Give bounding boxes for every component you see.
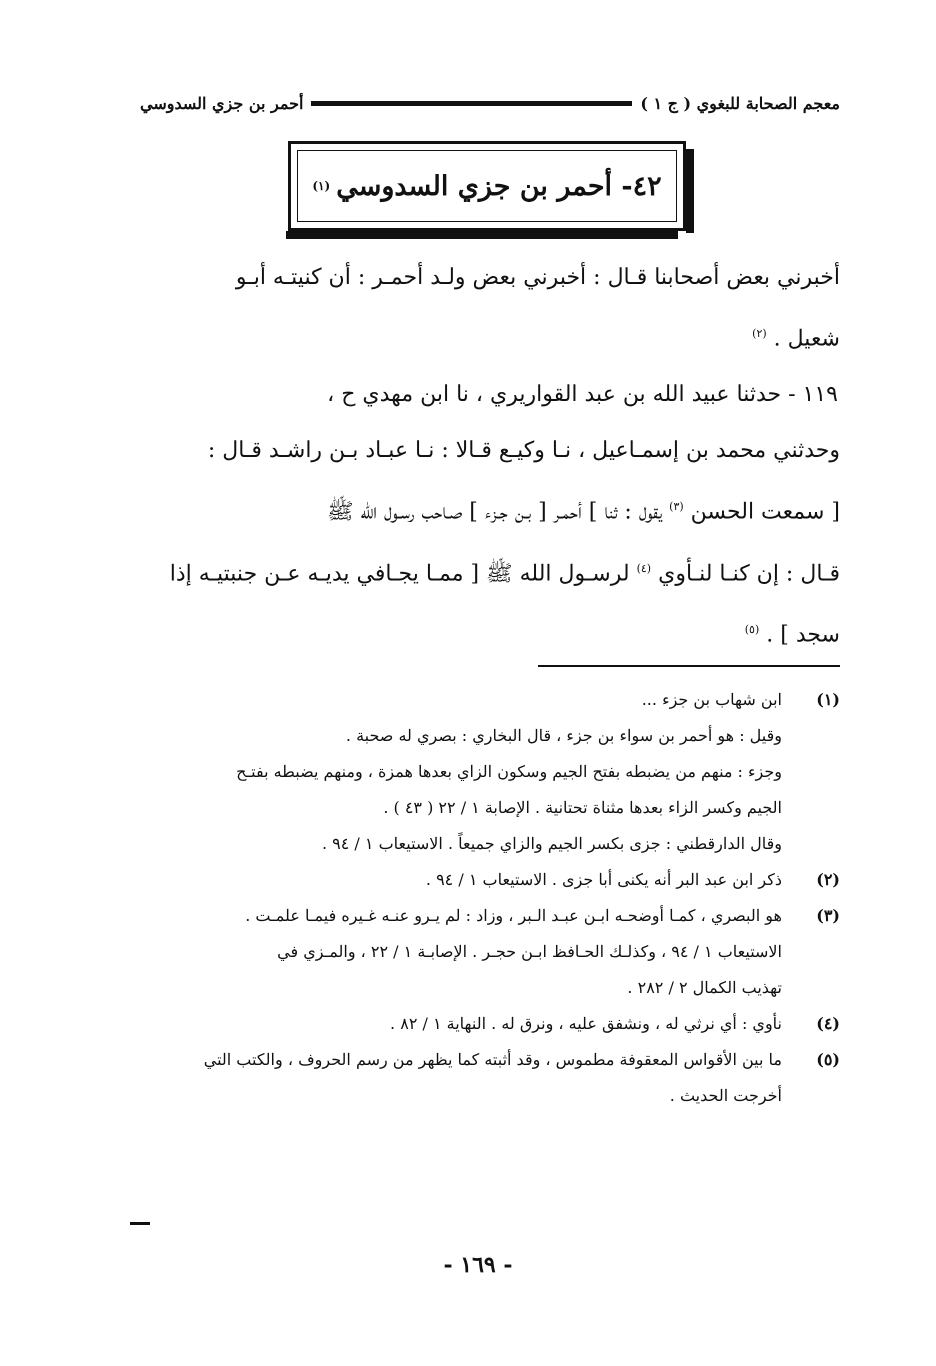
footnote-line: ابن شهاب بن جزء ... <box>641 690 782 709</box>
footnote-line: أخرجت الحديث . <box>669 1086 782 1105</box>
footnote-number: (٢) <box>816 870 840 889</box>
header-rule <box>311 101 632 106</box>
footnote-ref: (٤) <box>636 561 652 575</box>
body-line-text: أخبرني بعض أصحابنا قـال : أخبرني بعض ولـد أحمـر : أن كنيتـه أبـو <box>235 265 840 290</box>
running-header-book: معجم الصحابة للبغوي ( ج ١ ) <box>640 93 840 113</box>
footnote <box>128 898 840 1006</box>
footnote-line: الجيم وكسر الزاء بعدها مثناة تحتانية . الإصابة ١ / ٢٢ ( ٤٣ ) . <box>383 798 782 817</box>
body-text <box>128 250 840 663</box>
footnote-ref: (٢) <box>752 327 767 340</box>
entry-title <box>297 150 677 222</box>
running-header-entry: أحمر بن جزي السدوسي <box>140 93 304 113</box>
footnote-line: وقيل : هو أحمر بن سواء بن جزء ، قال البخاري : بصري له صحبة . <box>345 726 782 745</box>
footnote-line: ما بين الأقواس المعقوفة مطموس ، وقد أثبته كما يظهر من رسم الحروف ، والكتب التي <box>203 1050 782 1069</box>
body-line <box>128 306 840 367</box>
footnote-line: وقال الدارقطني : جزى بكسر الجيم والزاي جميعاً . الاستيعاب ١ / ٩٤ . <box>321 834 782 853</box>
footnote-line: تهذيب الكمال ٢ / ٢٨٢ . <box>627 978 782 997</box>
footnote-number: (٣) <box>816 906 840 925</box>
body-line <box>128 367 840 423</box>
footnotes <box>128 682 840 1114</box>
footnote-ref: (٥) <box>744 622 760 636</box>
running-header <box>140 88 840 118</box>
body-line-text: يقول : ثنا ] أحمـر [ بـن جـزء ] صـاحب رسـول الله ﷺ <box>326 499 663 525</box>
body-line-text: وحدثني محمد بن إسمـاعيل ، نـا وكيـع قـالا : نـا عبـاد بـن راشـد قـال : <box>207 438 840 464</box>
body-line-text: [ سمعت الحسن <box>690 499 840 525</box>
footnote-separator <box>538 665 840 667</box>
body-line <box>128 541 840 602</box>
body-line-text: شعيل . <box>773 326 840 352</box>
footnote-number: (١) <box>816 690 840 709</box>
body-line-text: لرسـول الله ﷺ [ ممـا يجـافي يديـه عـن جنبتيـه إذا <box>169 560 630 586</box>
footnote-line: الاستيعاب ١ / ٩٤ ، وكذلـك الحـافظ ابـن حجـر . الإصابـة ١ / ٢٢ ، والمـزي في <box>277 942 782 961</box>
body-line-text: قـال : إن كنـا لنـأوي <box>658 560 840 586</box>
page-number: - ١٦٩ - <box>443 1252 513 1278</box>
footnote <box>128 1006 840 1042</box>
footnote-number: (٤) <box>816 1014 840 1033</box>
entry-title-text: ٤٢- أحمر بن جزي السدوسي <box>336 170 662 202</box>
footnote <box>128 682 840 862</box>
continuation-mark <box>130 1222 150 1225</box>
body-line <box>128 250 840 306</box>
entry-title-note: (١) <box>312 179 331 193</box>
entry-title-box <box>288 141 686 231</box>
footnote-line: نأوي : أي نرثي له ، ونشفق عليه ، ونرق له . النهاية ١ / ٨٢ . <box>390 1014 782 1033</box>
body-line-text: سجد ] . <box>766 622 840 648</box>
body-line-text: ١١٩ - حدثنا عبيد الله بن عبد القواريري ، نا ابن مهدي ح ، <box>327 382 838 408</box>
footnote <box>128 1042 840 1114</box>
footnote-line: وجزء : منهم من يضبطه بفتح الجيم وسكون الزاي بعدها همزة ، ومنهم يضبطه بفتـح <box>236 762 782 781</box>
footnote-line: هو البصري ، كمـا أوضحـه ابـن عبـد الـبر ، وزاد : لم يـرو عنـه غـيره فيمـا علمـت . <box>245 906 782 925</box>
footnote-line: ذكر ابن عبد البر أنه يكنى أبا جزى . الاستيعاب ١ / ٩٤ . <box>425 870 782 889</box>
body-line <box>128 479 840 540</box>
footnote-ref: (٣) <box>669 500 684 514</box>
body-line <box>128 423 840 479</box>
footnote <box>128 862 840 898</box>
body-line <box>128 602 840 663</box>
footnote-number: (٥) <box>816 1050 840 1069</box>
